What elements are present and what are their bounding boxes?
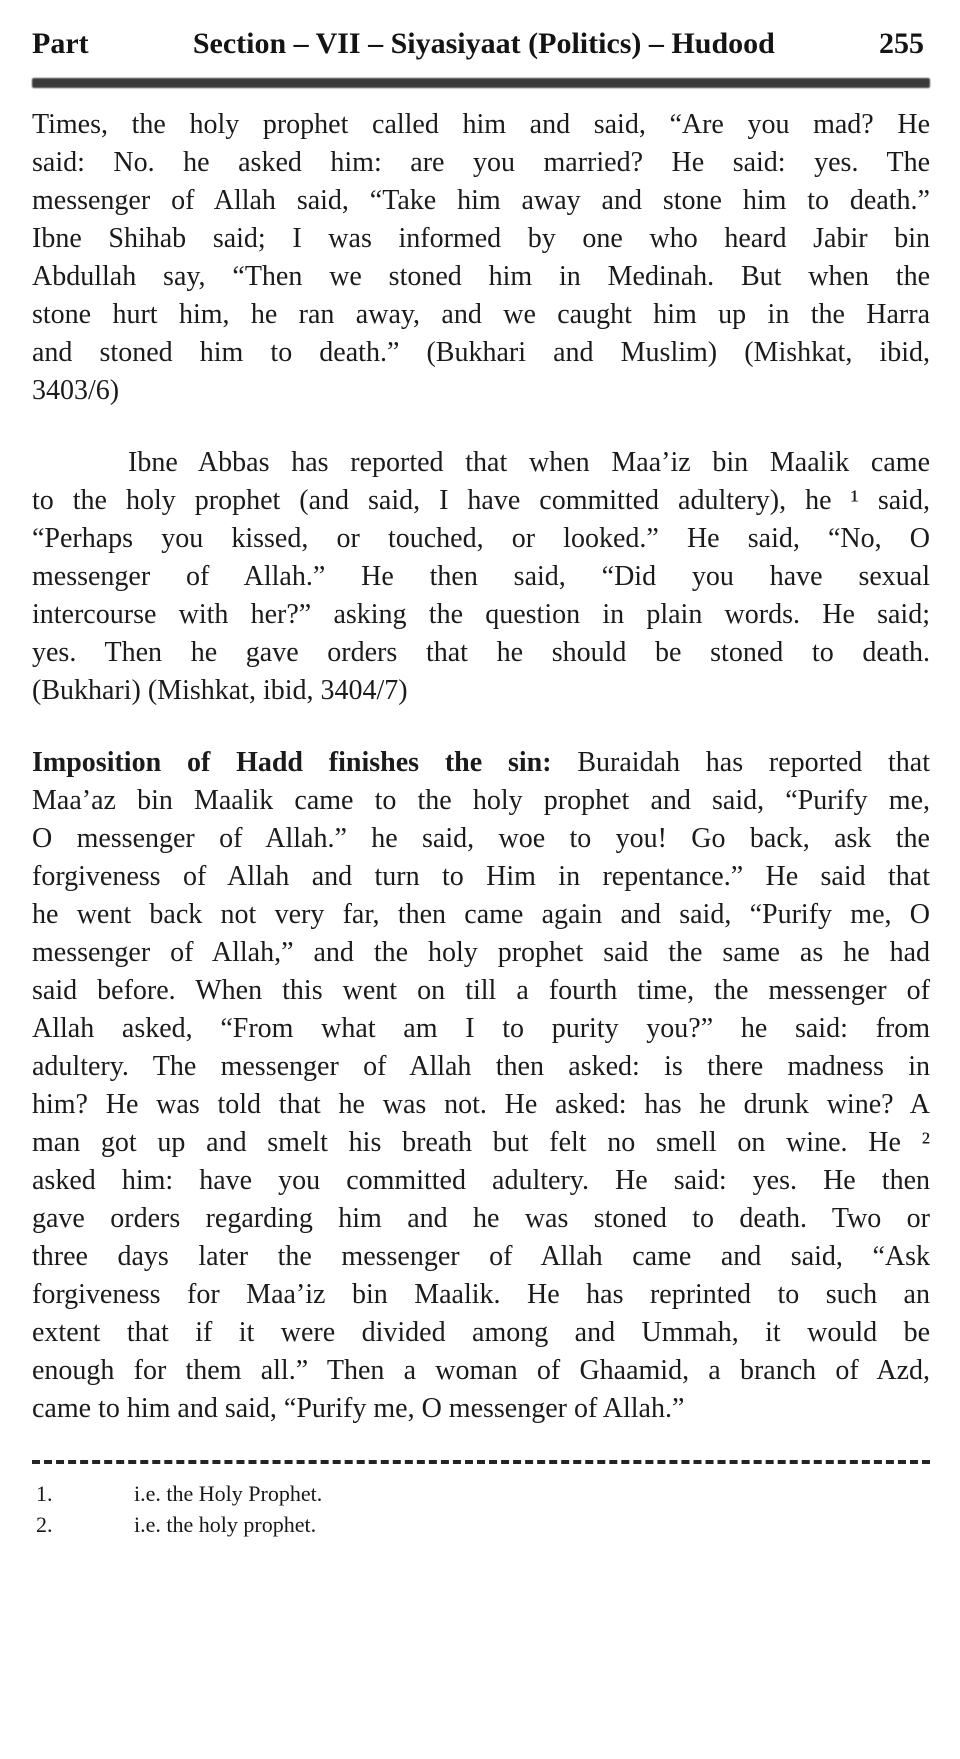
- body-line: said: No. he asked him: are you married? He said: yes. The: [32, 147, 930, 178]
- body-line: Ibne Shihab said; I was informed by one who heard Jabir bin: [32, 223, 930, 254]
- body-line: to the holy prophet (and said, I have committed adultery), he ¹ said,: [32, 485, 930, 516]
- body-line: forgiveness of Allah and turn to Him in repentance.” He said that: [32, 861, 930, 892]
- body-line: man got up and smelt his breath but felt no smell on wine. He ²: [32, 1127, 930, 1158]
- body-line: yes. Then he gave orders that he should be stoned to death.: [32, 637, 930, 668]
- body-line: Abdullah say, “Then we stoned him in Medinah. But when the: [32, 261, 930, 292]
- paragraph-1: [32, 106, 930, 410]
- footnote-item: [32, 1478, 930, 1509]
- body-line: gave orders regarding him and he was stoned to death. Two or: [32, 1203, 930, 1234]
- body-line: 3403/6): [32, 375, 120, 406]
- body-line: intercourse with her?” asking the question in plain words. He said;: [32, 599, 930, 630]
- body-line: Maa’az bin Maalik came to the holy prophet and said, “Purify me,: [32, 785, 930, 816]
- body-line: Times, the holy prophet called him and said, “Are you mad? He: [32, 109, 930, 140]
- body-line: forgiveness for Maa’iz bin Maalik. He has reprinted to such an: [32, 1279, 930, 1310]
- paragraph-3-lead-rest: Buraidah has reported that: [551, 747, 930, 778]
- body-line: and stoned him to death.” (Bukhari and Muslim) (Mishkat, ibid,: [32, 337, 930, 368]
- page-header: [32, 26, 930, 62]
- body-line: messenger of Allah said, “Take him away and stone him to death.”: [32, 185, 930, 216]
- header-page-number: 255: [879, 27, 924, 60]
- footnote-separator-dashed-line: [32, 1460, 930, 1464]
- body-line: “Perhaps you kissed, or touched, or looked.” He said, “No, O: [32, 523, 930, 554]
- body-line: asked him: have you committed adultery. He said: yes. He then: [32, 1165, 930, 1196]
- body-line: stone hurt him, he ran away, and we caught him up in the Harra: [32, 299, 930, 330]
- footnote-text: i.e. the holy prophet.: [134, 1512, 317, 1537]
- footnote-item: [32, 1509, 930, 1540]
- body-line: three days later the messenger of Allah came and said, “Ask: [32, 1241, 930, 1272]
- body-line: (Bukhari) (Mishkat, ibid, 3404/7): [32, 675, 408, 706]
- footnote-number: 1.: [36, 1481, 53, 1506]
- body-line: said before. When this went on till a fourth time, the messenger of: [32, 975, 930, 1006]
- footnote-number: 2.: [36, 1512, 53, 1537]
- body-line: enough for them all.” Then a woman of Ghaamid, a branch of Azd,: [32, 1355, 930, 1386]
- body-line: Allah asked, “From what am I to purity you?” he said: from: [32, 1013, 930, 1044]
- body-line: adultery. The messenger of Allah then asked: is there madness in: [32, 1051, 930, 1082]
- body-line: extent that if it were divided among and Ummah, it would be: [32, 1317, 930, 1348]
- page-body: [32, 106, 930, 1428]
- body-line: him? He was told that he was not. He asked: has he drunk wine? A: [32, 1089, 930, 1120]
- body-line: O messenger of Allah.” he said, woe to you! Go back, ask the: [32, 823, 930, 854]
- paragraph-2: [32, 444, 930, 710]
- body-line: came to him and said, “Purify me, O messenger of Allah.”: [32, 1393, 685, 1424]
- header-part-label: Part: [32, 27, 89, 60]
- body-line: messenger of Allah.” He then said, “Did you have sexual: [32, 561, 930, 592]
- footnote-text: i.e. the Holy Prophet.: [134, 1481, 323, 1506]
- paragraph-3-continuation: [32, 782, 930, 1428]
- paragraph-3-bold-lead: Imposition of Hadd finishes the sin:: [32, 747, 552, 778]
- body-line: Ibne Abbas has reported that when Maa’iz bin Maalik came: [128, 447, 930, 478]
- paragraph-3: [32, 744, 930, 1428]
- body-line: messenger of Allah,” and the holy prophet said the same as he had: [32, 937, 930, 968]
- body-line: he went back not very far, then came again and said, “Purify me, O: [32, 899, 930, 930]
- header-rule: [32, 78, 930, 88]
- footnotes: [32, 1478, 930, 1540]
- body-line: [32, 744, 930, 782]
- header-section-title: Section – VII – Siyasiyaat (Politics) – Hudood: [192, 27, 775, 60]
